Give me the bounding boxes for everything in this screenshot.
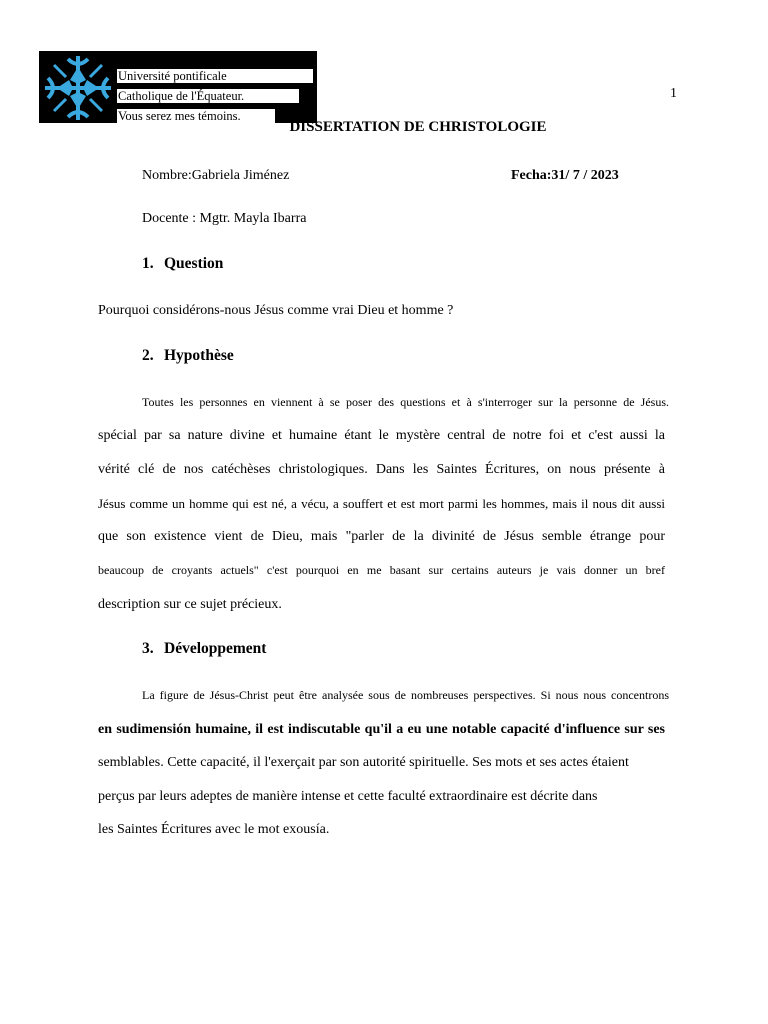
section-number: 3. [142, 640, 154, 657]
section-title: Question [164, 255, 224, 272]
section-title: Développement [164, 640, 267, 657]
paragraph-line: La figure de Jésus-Christ peut être analysée sous de nombreuses perspectives. Si nous nous concentrons [142, 688, 669, 702]
paragraph-line: semblables. Cette capacité, il l'exerçait par son autorité spirituelle. Ses mots et ses actes étaient [98, 755, 629, 770]
teacher-name: Docente : Mgtr. Mayla Ibarra [142, 211, 307, 226]
paragraph-line: Jésus comme un homme qui est né, a vécu, a souffert et est mort parmi les hommes, mais il nous dit aussi [98, 496, 665, 511]
paragraph-line: spécial par sa nature divine et humaine étant le mystère central de notre foi et c'est aussi la [98, 428, 665, 443]
logo-university-name-line1: Université pontificale [117, 69, 313, 83]
student-name: Nombre:Gabriela Jiménez [142, 168, 290, 183]
paragraph-line: beaucoup de croyants actuels" c'est pourquoi en me basant sur certains auteurs je vais donner un bref [98, 563, 665, 577]
university-logo [39, 51, 317, 123]
section-number: 1. [142, 255, 154, 272]
question-text: Pourquoi considérons-nous Jésus comme vrai Dieu et homme ? [98, 303, 454, 318]
section-heading-hypothesis [142, 347, 234, 365]
section-number: 2. [142, 347, 154, 364]
paragraph-line: en sudimensión humaine, il est indiscutable qu'il a eu une notable capacité d'influence sur ses [98, 722, 665, 737]
paragraph-line: vérité clé de nos catéchèses christologiques. Dans les Saintes Écritures, on nous présente à [98, 462, 665, 477]
page-number: 1 [670, 86, 677, 101]
paragraph-line: perçus par leurs adeptes de manière intense et cette faculté extraordinaire est décrite dans [98, 789, 598, 804]
logo-motto: Vous serez mes témoins. [117, 109, 275, 123]
section-title: Hypothèse [164, 347, 234, 364]
paragraph-line: Toutes les personnes en viennent à se poser des questions et à s'interroger sur la personne de Jésus. [142, 395, 669, 409]
paragraph-line: description sur ce sujet précieux. [98, 597, 282, 612]
section-heading-question [142, 255, 223, 273]
logo-university-name-line2: Catholique de l'Équateur. [117, 89, 299, 103]
cross-emblem-icon [42, 53, 114, 123]
paragraph-line: les Saintes Écritures avec le mot exousía. [98, 822, 330, 837]
document-title: DISSERTATION DE CHRISTOLOGIE [289, 119, 547, 135]
paragraph-line: que son existence vient de Dieu, mais "parler de la divinité de Jésus semble étrange pour [98, 529, 665, 544]
section-heading-development [142, 640, 266, 658]
document-date: Fecha:31/ 7 / 2023 [511, 168, 619, 183]
